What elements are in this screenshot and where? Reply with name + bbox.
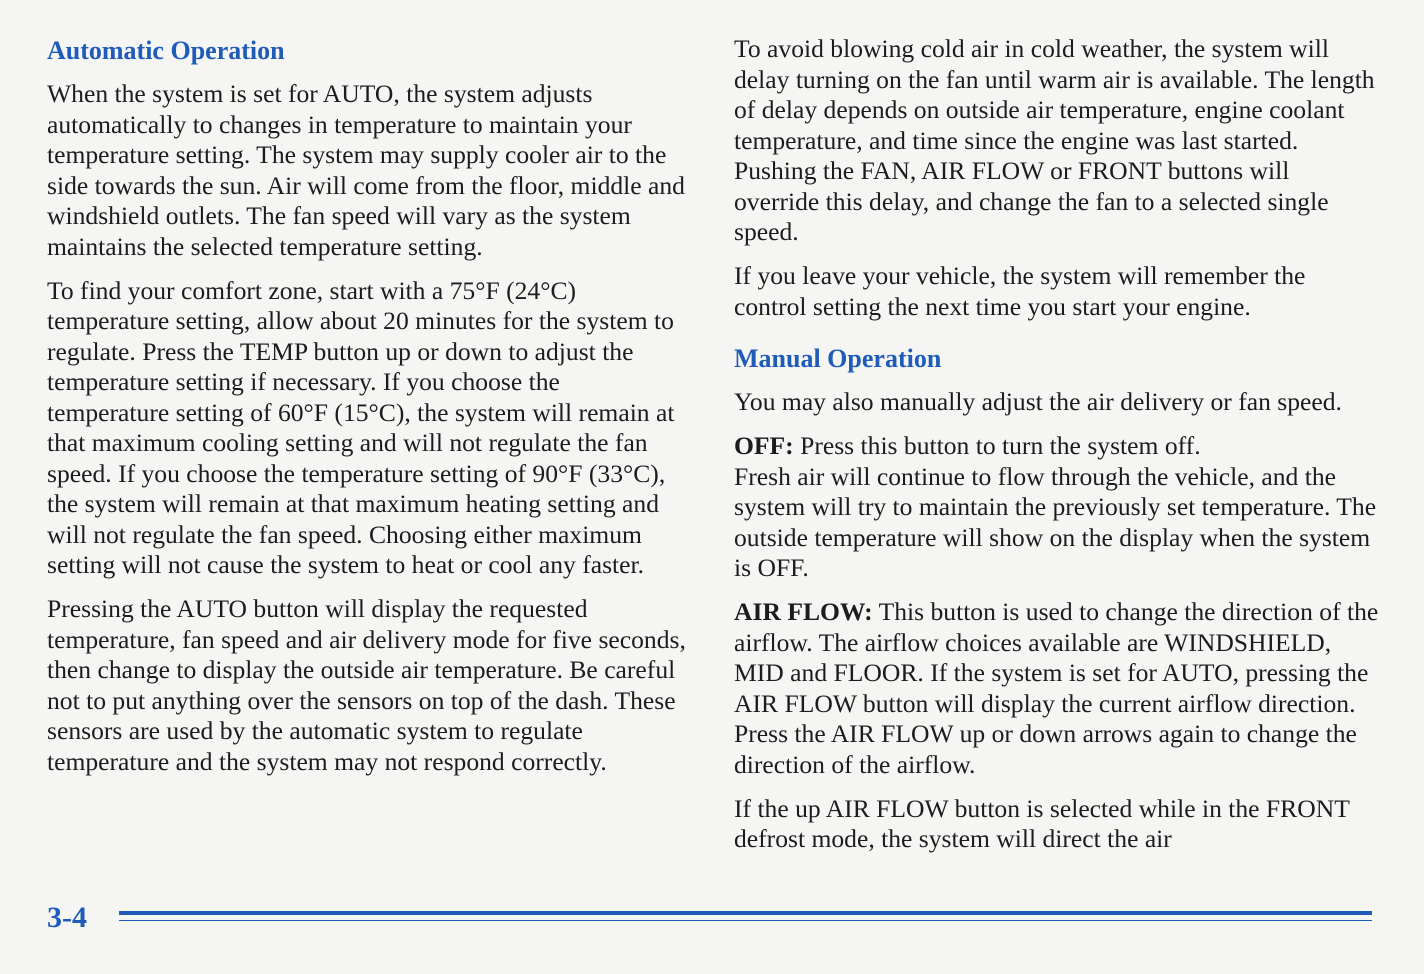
page-footer xyxy=(47,898,1372,938)
air-flow-text: This button is used to change the direction of the airflow. The airflow choices available are WINDSHIELD, MID and FLOOR. If the system is set for AUTO, pressing the AIR FLOW button will display the current airflow direction. Press the AIR FLOW up or down arrows again to change the direction of the airflow. xyxy=(734,597,1379,779)
paragraph-front-defrost: If the up AIR FLOW button is selected while in the FRONT defrost mode, the system will direct the air xyxy=(734,793,1350,853)
off-text-continued: Fresh air will continue to flow through the vehicle, and the system will try to maintain the previously set temperature. The outside temperature will show on the display when the system is OFF. xyxy=(734,461,1377,582)
off-term: OFF: xyxy=(734,431,794,460)
air-flow-term: AIR FLOW: xyxy=(734,597,873,626)
paragraph-air-flow xyxy=(734,597,1379,780)
automatic-operation-heading: Automatic Operation xyxy=(47,36,285,65)
paragraph-comfort-zone: To find your comfort zone, start with a 75°F (24°C) temperature setting, allow about 20 minutes for the system to regulate. Press the TEMP button up or down to adjust the temperature setting if necessary. If you choose the temperature setting of 60°F (15°C), the system will remain at that maximum cooling setting and will not regulate the fan speed. If you choose the temperature setting of 90°F (33°C), the system will remain at that maximum heating setting and will not regulate the fan speed. Choosing either maximum setting will not cause the system to heat or cool any faster. xyxy=(47,275,675,579)
paragraph-manual-intro: You may also manually adjust the air delivery or fan speed. xyxy=(734,387,1342,416)
page-number: 3-4 xyxy=(47,901,87,934)
off-text: Press this button to turn the system off. xyxy=(793,431,1201,460)
footer-rule-thin xyxy=(119,920,1372,921)
manual-operation-heading: Manual Operation xyxy=(734,344,942,373)
paragraph-fan-delay: To avoid blowing cold air in cold weather, the system will delay turning on the fan until warm air is available. The length of delay depends on outside air temperature, engine coolant temperature, and time since the engine was last started. Pushing the FAN, AIR FLOW or FRONT buttons will override this delay, and change the fan to a selected single speed. xyxy=(734,34,1375,246)
left-column xyxy=(47,34,687,791)
footer-rule-thick xyxy=(119,911,1372,915)
paragraph-auto-overview: When the system is set for AUTO, the system adjusts automatically to changes in temperature to maintain your temperature setting. The system may supply cooler air to the side towards the sun. Air will come from the floor, middle and windshield outlets. The fan speed will vary as the system maintains the selected temperature setting. xyxy=(47,79,685,261)
paragraph-off xyxy=(734,431,1379,584)
paragraph-remember-setting: If you leave your vehicle, the system will remember the control setting the next time you start your engine. xyxy=(734,261,1306,321)
right-column xyxy=(734,34,1379,868)
paragraph-auto-button: Pressing the AUTO button will display the requested temperature, fan speed and air delivery mode for five seconds, then change to display the outside air temperature. Be careful not to put anything over the sensors on top of the dash. These sensors are used by the automatic system to regulate temperature and the system may not respond correctly. xyxy=(47,594,686,776)
